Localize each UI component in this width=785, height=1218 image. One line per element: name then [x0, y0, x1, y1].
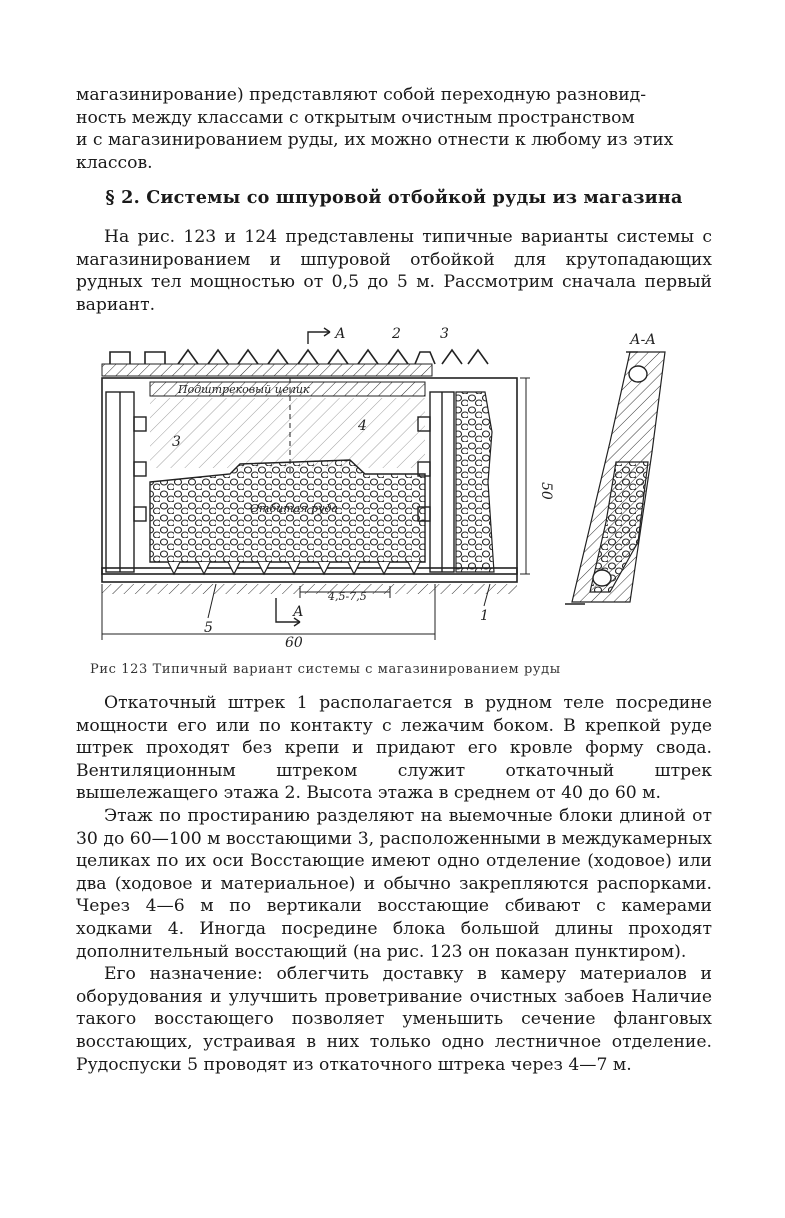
paragraph-text: Откаточный штрек 1 располагается в рудном теле посредине мощности его или по контакту с лежачим боком. В крепкой руде штрек проходят без крепи и придают его кровле форму свода. Вентиляционным штреком служит откаточный штрек вышележащего этажа 2. Высота этажа в среднем от 40 до 60 м.: [76, 693, 712, 804]
intro-line: магазинирование) представляют собой переходную разновид-: [76, 85, 647, 105]
mining-system-figure: [90, 322, 690, 662]
height-value: 50: [538, 482, 554, 500]
section-title: А-А: [630, 332, 656, 348]
section-heading: § 2. Системы со шпуровой отбойкой руды из магазина: [105, 187, 683, 208]
ore-column: [456, 392, 494, 572]
paragraph-text: Его назначение: облегчить доставку в камеру материалов и оборудования и улучшить проветривание очистных забоев Наличие такого восстающего позволяет уменьшить сечение фланговых восстающих, устраивая в них только одно лестничное отделение. Рудоспуски 5 проводят из откаточного штрека через 4—7 м.: [76, 964, 712, 1075]
label-5: 5: [204, 620, 213, 636]
label-3-left: 3: [172, 434, 181, 450]
length-value: 60: [285, 635, 303, 651]
pillar-label: Подштрековый целик: [178, 383, 310, 396]
section-mark-bottom: А: [293, 604, 304, 620]
body-text: [76, 692, 712, 1076]
paragraph-text: На рис. 123 и 124 представлены типичные варианты системы с магазинированием и шпуровой отбойкой для крутопадающих рудных тел мощностью от 0,5 до 5 м. Рассмотрим сначала первый вариант.: [76, 227, 712, 315]
intro-line: классов.: [76, 152, 153, 173]
label-1: 1: [480, 608, 489, 624]
figure-caption: Рис 123 Типичный вариант системы с магазинированием руды: [90, 662, 561, 677]
cross-section: [565, 352, 665, 604]
label-4: 4: [358, 418, 367, 434]
intro-line: ность между классами с открытым очистным пространством: [76, 107, 635, 128]
chamber-void: [150, 398, 425, 468]
paragraph-text: Этаж по простиранию разделяют на выемочные блоки длиной от 30 до 60—100 м восстающими 3, расположенными в междукамерных целиках по их оси Восстающие имеют одно отделение (ходовое) или два (ходовое и материальное) и обычно закрепляются распорками. Через 4—6 м по вертикали восстающие сбивают с камерами ходками 4. Иногда посредине блока большой длины проходят дополнительный восстающий (на рис. 123 он показан пунктиром).: [76, 805, 712, 962]
haulage-drift: [102, 562, 517, 582]
upper-drift: [102, 350, 488, 376]
label-2: 2: [392, 326, 401, 342]
spacing-value: 4,5-7,5: [328, 590, 367, 603]
left-raise: [106, 392, 146, 572]
height-dimension: [520, 378, 530, 574]
section-marker-top: [308, 328, 330, 344]
label-3: 3: [440, 326, 449, 342]
section-mark-top: А: [335, 326, 346, 342]
ore-label: Отбитая руда: [250, 502, 338, 515]
paragraph: [76, 226, 712, 316]
intro-paragraph: [76, 84, 712, 174]
intro-line: и с магазинированием руды, их можно отнести к любому из этих: [76, 130, 674, 151]
